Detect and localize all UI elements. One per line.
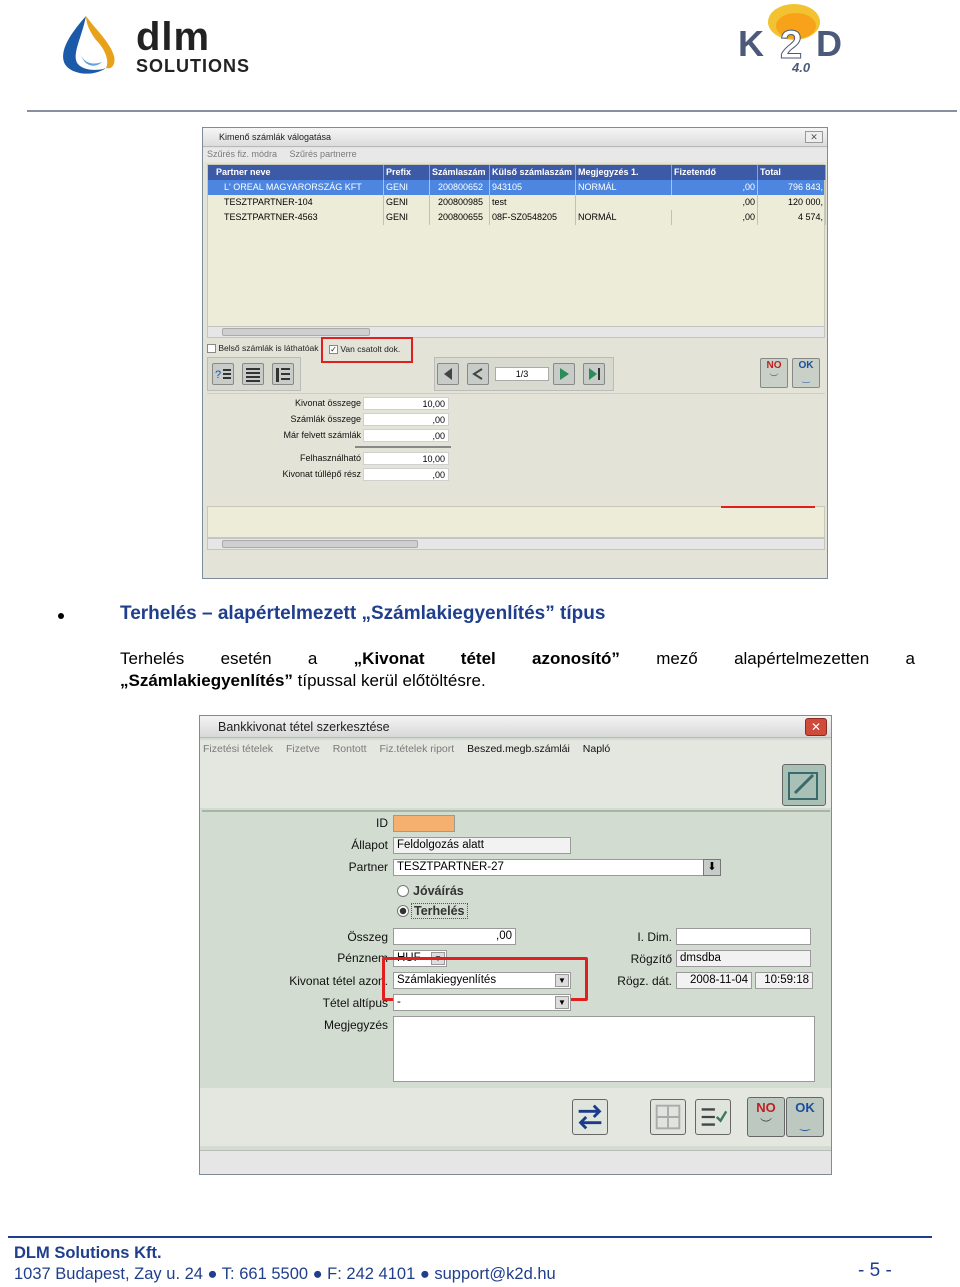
- invoice-grid: [207, 164, 825, 332]
- note-textarea[interactable]: [393, 1016, 815, 1082]
- summary-label: Felhasználható: [299, 453, 361, 463]
- summary-value: ,00: [363, 429, 449, 442]
- status-bar: [200, 1150, 831, 1174]
- debit-radio[interactable]: [397, 905, 409, 917]
- puzzle-icon: [651, 1100, 685, 1134]
- item-id-select[interactable]: [393, 972, 571, 989]
- debit-radio-label: Terhelés: [411, 903, 468, 919]
- pager-toolbar: [434, 357, 614, 391]
- credit-radio[interactable]: [397, 885, 409, 897]
- bullet-point: [58, 613, 64, 619]
- bank-statement-item-window: [199, 715, 832, 1175]
- idim-field[interactable]: [676, 928, 811, 945]
- checkbox-box[interactable]: ✓: [330, 345, 337, 355]
- no-label: NO: [756, 1100, 776, 1115]
- svg-text:K: K: [738, 23, 764, 64]
- summary-label: Már felvett számlák: [283, 430, 361, 440]
- state-label: Állapot: [351, 838, 388, 852]
- arrow-down-icon: ⬇: [707, 861, 717, 873]
- para-word: alapértelmezetten: [734, 649, 870, 668]
- svg-text:SOLUTIONS: SOLUTIONS: [136, 56, 251, 76]
- ok-button[interactable]: [786, 1097, 824, 1137]
- left-toolbar: [207, 357, 301, 391]
- cell: 120 000,: [758, 195, 826, 210]
- svg-text:4.0: 4.0: [792, 60, 811, 75]
- list-edit-icon[interactable]: [272, 363, 294, 385]
- cell: GENI: [384, 180, 430, 195]
- description-line-2: [120, 671, 486, 691]
- no-button[interactable]: [747, 1097, 785, 1137]
- col-partner-name[interactable]: [208, 165, 384, 180]
- section-heading: Terhelés – alapértelmezett „Számlakiegyenlítés” típus: [120, 603, 606, 624]
- item-id-value: Számlakiegyenlítés: [397, 974, 497, 986]
- recorder-label: Rögzítő: [630, 952, 672, 966]
- frown-icon: ︶: [769, 373, 779, 383]
- rec-time-field[interactable]: 10:59:18: [755, 972, 813, 989]
- amount-field[interactable]: ,00: [393, 928, 516, 945]
- col-label: Fizetendő: [674, 167, 716, 177]
- header-divider: [27, 110, 957, 112]
- window-titlebar: [203, 128, 827, 147]
- checkbox-label: Belső számlák is láthatóak: [218, 343, 319, 353]
- cell: TESZTPARTNER-104: [222, 195, 384, 210]
- summary-value: ,00: [363, 468, 449, 481]
- help-list-button[interactable]: [212, 363, 234, 385]
- credit-radio-label: Jóváírás: [413, 884, 464, 898]
- cell: ,00: [672, 210, 758, 225]
- cell: NORMÁL: [576, 180, 672, 195]
- idim-label: I. Dim.: [637, 930, 672, 944]
- recorder-field[interactable]: dmsdba: [676, 950, 811, 967]
- red-underline: [721, 506, 815, 508]
- no-button[interactable]: [760, 358, 788, 388]
- summary-label: Kivonat összege: [294, 398, 361, 408]
- scrollbar-thumb[interactable]: [222, 540, 418, 548]
- para-word: a: [307, 649, 318, 668]
- state-field[interactable]: Feldolgozás alatt: [393, 837, 571, 854]
- para-word: a: [905, 649, 915, 668]
- checklist-icon: [696, 1100, 730, 1134]
- currency-label: Pénznem: [337, 951, 388, 965]
- toolbar-strip: [200, 758, 831, 808]
- next-page-icon[interactable]: [553, 363, 575, 385]
- summary-value: 10,00: [363, 452, 449, 465]
- menu-damaged[interactable]: Rontott: [332, 743, 367, 755]
- prev-page-icon[interactable]: [467, 363, 489, 385]
- cell: TESZTPARTNER-4563: [222, 210, 384, 225]
- svg-text:?: ?: [215, 369, 222, 381]
- field-name: „Kivonat tétel azonosító”: [353, 649, 620, 668]
- ok-label: OK: [795, 1100, 815, 1115]
- chevron-down-icon: ▼: [431, 952, 445, 965]
- table-row[interactable]: [208, 195, 824, 210]
- no-label: NO: [766, 360, 782, 371]
- col-label: Prefix: [386, 167, 412, 177]
- close-icon[interactable]: ✕: [805, 131, 823, 143]
- table-row[interactable]: [208, 180, 824, 195]
- col-label: Külső számlaszám: [492, 167, 573, 177]
- dlm-solutions-logo: [56, 12, 296, 78]
- menu-log[interactable]: Napló: [582, 743, 611, 755]
- transfer-arrows-icon: [573, 1100, 607, 1134]
- cell: ,00: [672, 180, 758, 195]
- svg-text:2: 2: [780, 23, 803, 67]
- grid-disabled-button[interactable]: [650, 1099, 686, 1135]
- note-label: Megjegyzés: [323, 1018, 388, 1032]
- list-check-button[interactable]: [695, 1099, 731, 1135]
- cell: ,00: [672, 195, 758, 210]
- summary-divider: [355, 446, 451, 448]
- lower-panel: [207, 506, 825, 538]
- scrollbar-thumb[interactable]: [222, 328, 370, 336]
- window-menubar: [203, 148, 827, 162]
- menu-collection-invoices[interactable]: Beszed.megb.számlái: [467, 743, 570, 755]
- grid-scrollbar[interactable]: [207, 326, 825, 338]
- subtype-value: -: [397, 996, 401, 1008]
- checkbox-label: Van csatolt dok.: [340, 344, 401, 354]
- rec-date-field[interactable]: 2008-11-04: [676, 972, 752, 989]
- ok-button[interactable]: [792, 358, 820, 388]
- footer-divider: [8, 1236, 932, 1238]
- summary-label: Számlák összege: [290, 414, 361, 424]
- description-line-1: [120, 649, 915, 669]
- para-word: Terhelés: [120, 649, 185, 668]
- ok-label: OK: [798, 360, 814, 371]
- subtype-select[interactable]: [393, 994, 571, 1011]
- page-indicator: 1/3: [495, 367, 549, 381]
- cell: 200800985: [430, 195, 490, 210]
- cell: test: [490, 195, 576, 210]
- cell: 4 574,: [758, 210, 826, 225]
- rec-date-label: Rögz. dát.: [617, 974, 672, 988]
- menu-payment-items[interactable]: Fizetési tételek: [203, 743, 274, 755]
- bottom-scrollbar[interactable]: [207, 538, 825, 550]
- cell: 200800652: [430, 180, 490, 195]
- cell: 200800655: [430, 210, 490, 225]
- first-page-icon[interactable]: [437, 363, 459, 385]
- window-titlebar: [200, 716, 831, 738]
- subtype-label: Tétel altípus: [322, 996, 388, 1010]
- col-total[interactable]: [758, 165, 826, 180]
- frown-icon: ︶: [759, 1117, 772, 1131]
- table-row[interactable]: [208, 210, 824, 225]
- menu-paid[interactable]: Fizetve: [285, 743, 320, 755]
- last-page-icon[interactable]: [583, 363, 605, 385]
- chevron-down-icon: ▼: [555, 996, 569, 1009]
- cell: L' OREAL MAGYARORSZÁG KFT: [222, 180, 384, 195]
- internal-invoices-checkbox[interactable]: [207, 343, 319, 353]
- para-word: mező: [656, 649, 698, 668]
- svg-text:dlm: dlm: [136, 15, 211, 59]
- cell: GENI: [384, 195, 430, 210]
- edit-icon: [783, 765, 823, 805]
- menu-filter-partner[interactable]: Szűrés partnerre: [289, 149, 357, 159]
- chevron-down-icon: ▼: [555, 974, 569, 987]
- invoice-selection-window: [202, 127, 828, 579]
- smile-icon: ‿: [800, 1117, 810, 1131]
- partner-field[interactable]: TESZTPARTNER-27: [393, 859, 705, 876]
- type-name: „Számlakiegyenlítés”: [120, 671, 293, 690]
- footer-company: DLM Solutions Kft.: [14, 1244, 162, 1262]
- edit-button[interactable]: [782, 764, 826, 806]
- col-prefix[interactable]: [384, 165, 430, 180]
- summary-value: 10,00: [363, 397, 449, 410]
- cell: 08F-SZ0548205: [490, 210, 576, 225]
- col-note[interactable]: [576, 165, 672, 180]
- window-menubar: [200, 740, 831, 758]
- summary-panel: [207, 393, 825, 483]
- page-number: - 5 -: [858, 1260, 892, 1281]
- item-id-label: Kivonat tétel azon.: [289, 974, 388, 988]
- list-view-icon[interactable]: [242, 363, 264, 385]
- transfer-button[interactable]: [572, 1099, 608, 1135]
- menu-payment-report[interactable]: Fiz.tételek riport: [379, 743, 455, 755]
- cell: 943105: [490, 180, 576, 195]
- cell: GENI: [384, 210, 430, 225]
- para-word: esetén: [220, 649, 272, 668]
- col-label: Total: [760, 167, 781, 177]
- window-title: Kimenő számlák válogatása: [219, 132, 332, 142]
- smile-icon: ‿: [802, 373, 810, 383]
- footer-address: 1037 Budapest, Zay u. 24 ● T: 661 5500 ● F: 242 4101 ● support@k2d.hu: [14, 1265, 556, 1283]
- close-icon[interactable]: ✕: [805, 718, 827, 736]
- menu-filter-payment[interactable]: Szűrés fiz. módra: [207, 149, 278, 159]
- attached-doc-checkbox[interactable]: [321, 337, 413, 363]
- summary-label: Kivonat túllépő rész: [282, 469, 361, 479]
- col-label: Megjegyzés 1.: [578, 167, 639, 177]
- checkbox-box[interactable]: [207, 344, 216, 353]
- window-title: Bankkivonat tétel szerkesztése: [218, 720, 390, 734]
- id-label: ID: [376, 816, 388, 830]
- col-external-number[interactable]: [490, 165, 576, 180]
- partner-label: Partner: [348, 860, 388, 874]
- col-payable[interactable]: [672, 165, 758, 180]
- col-label: Számlaszám: [432, 167, 486, 177]
- summary-value: ,00: [363, 413, 449, 426]
- id-field[interactable]: [393, 815, 455, 832]
- button-strip: [200, 1088, 831, 1146]
- svg-text:D: D: [816, 23, 842, 64]
- col-label: Partner neve: [216, 167, 271, 177]
- cell: NORMÁL: [576, 210, 672, 225]
- currency-value: HUF: [397, 952, 421, 964]
- partner-lookup-button[interactable]: [703, 859, 721, 876]
- cell: 796 843,: [758, 180, 826, 195]
- col-invoice-number[interactable]: [430, 165, 490, 180]
- amount-label: Összeg: [347, 930, 388, 944]
- para-rest: típussal kerül előtöltésre.: [292, 671, 486, 690]
- k2d-logo: [736, 0, 866, 76]
